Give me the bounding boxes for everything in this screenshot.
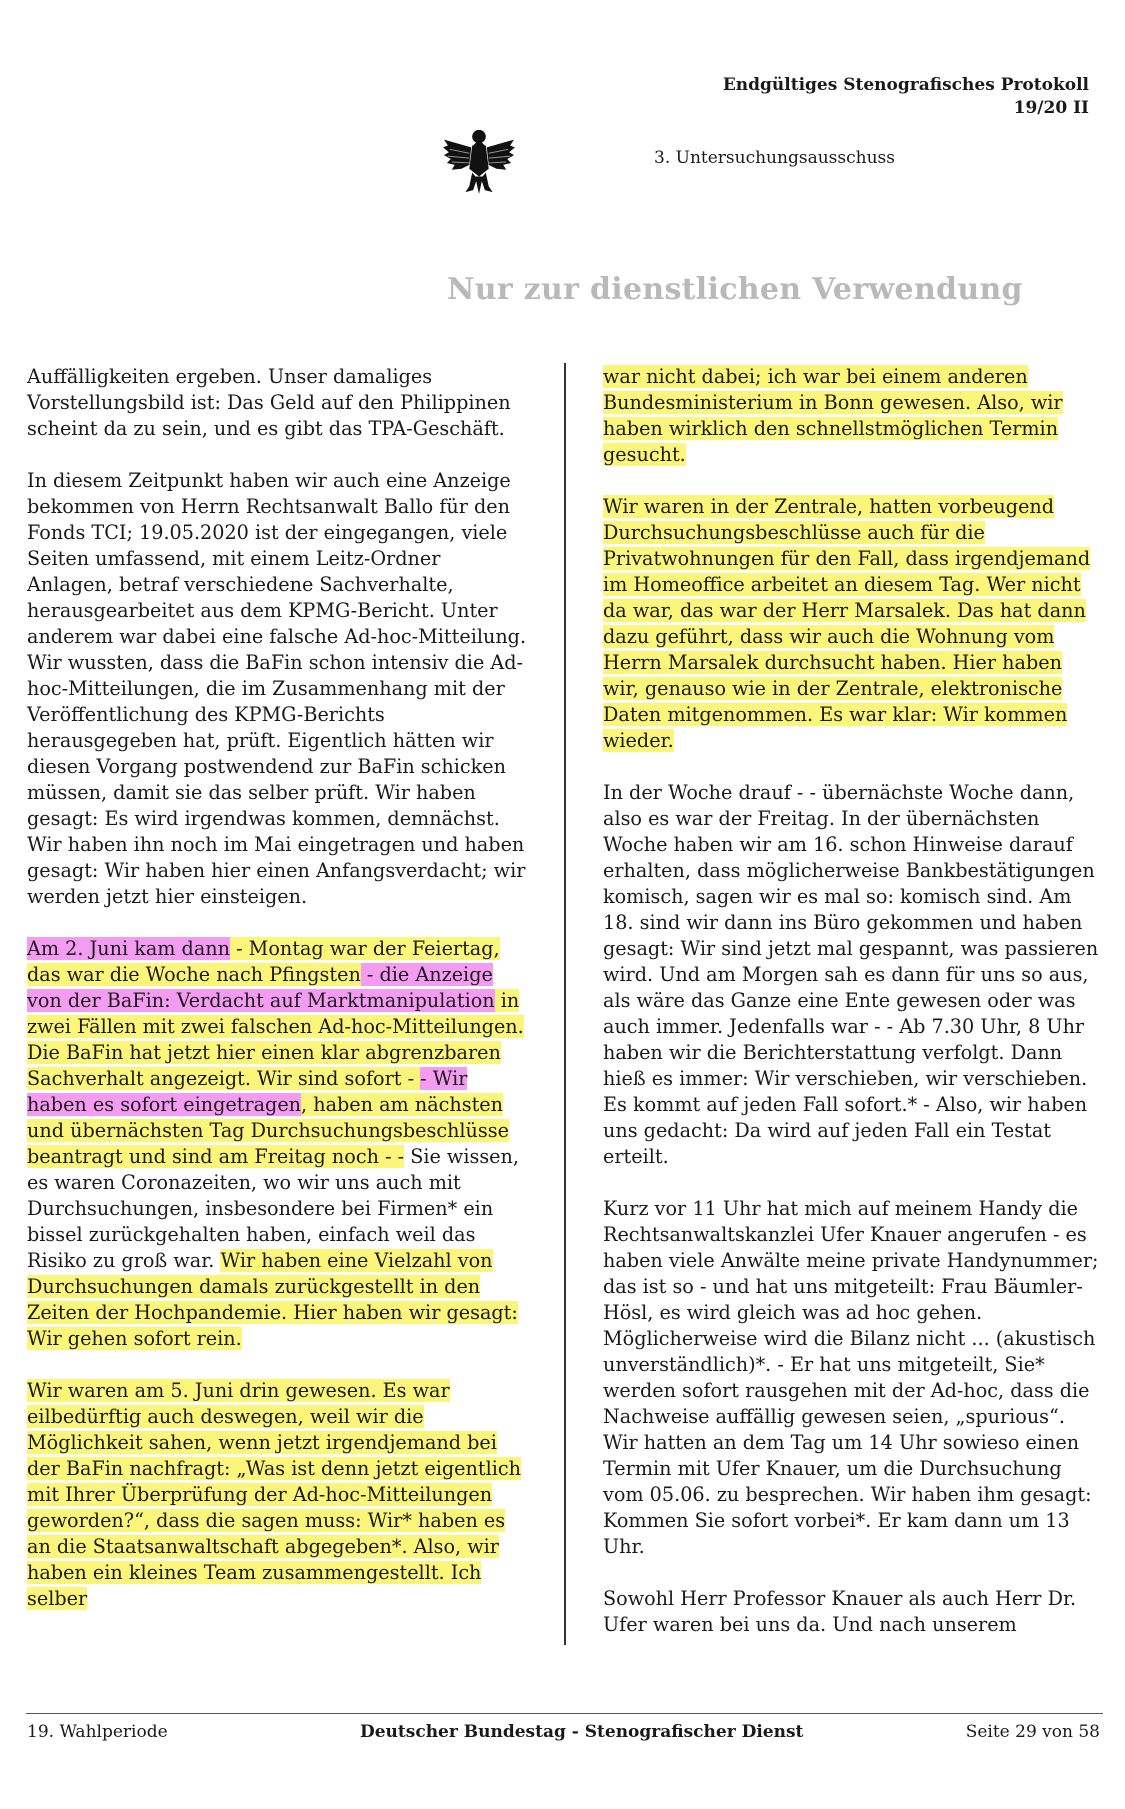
column-divider	[564, 363, 566, 1645]
highlight-yellow: , haben am nächsten und übernächsten Tag Durchsuchungsbeschlüsse beantragt und sind am Freitag noch - -	[27, 1093, 509, 1168]
right-column	[603, 364, 1103, 1664]
highlight-yellow: Wir waren am 5. Juni drin gewesen. Es war eilbedürftig auch deswegen, weil wir die Möglichkeit sahen, wenn jetzt irgendjemand bei der BaFin nachfragt: „Was ist denn jetzt eigentlich mit Ihrer Überprüfung der Ad-hoc-Mitteilungen geworden?“, dass die sagen muss: Wir* haben es an die Staatsanwaltschaft abgegeben*. Also, wir haben ein kleines Team zusammengestellt. Ich selber	[27, 1379, 521, 1610]
bundestag-eagle-icon	[440, 126, 518, 196]
confidential-notice: Nur zur dienstlichen Verwendung	[447, 272, 1023, 307]
highlight-pink: - die Anzeige von der BaFin: Verdacht auf Marktmanipulation	[27, 963, 495, 1012]
highlight-yellow: - Montag war der Feiertag, das war die Woche nach Pfingsten	[27, 937, 500, 986]
paragraph	[603, 364, 1103, 468]
footer-service: Deutscher Bundestag - Stenografischer Dienst	[360, 1722, 804, 1742]
highlight-pink: Am 2. Juni kam dann	[27, 937, 230, 960]
protocol-title: Endgültiges Stenografisches Protokoll	[722, 75, 1089, 95]
left-column	[27, 364, 527, 1638]
committee-name: 3. Untersuchungsausschuss	[654, 148, 895, 168]
paragraph: Sowohl Herr Professor Knauer als auch Herr Dr. Ufer waren bei uns da. Und nach unserem	[603, 1587, 1077, 1636]
paragraph	[27, 936, 527, 1352]
paragraph: Auffälligkeiten ergeben. Unser damaliges Vorstellungsbild ist: Das Geld auf den Philippinen scheint da zu sein, und es gibt das TPA-Geschäft.	[27, 365, 511, 440]
protocol-number: 19/20 II	[1013, 98, 1089, 118]
highlight-yellow: war nicht dabei; ich war bei einem anderen Bundesministerium in Bonn gewesen. Also, wir haben wirklich den schnellstmöglichen Termin gesucht.	[603, 365, 1063, 466]
protocol-header	[723, 74, 1089, 120]
highlight-yellow: in zwei Fällen mit zwei falschen Ad-hoc-Mitteilungen. Die BaFin hat jetzt hier einen klar abgrenzbaren Sachverhalt angezeigt. Wir sind sofort -	[27, 989, 524, 1090]
paragraph	[603, 494, 1103, 754]
paragraph: Kurz vor 11 Uhr hat mich auf meinem Handy die Rechtsanwaltskanzlei Ufer Knauer angerufen - es haben viele Anwälte meine private Handynummer; das ist so - und hat uns mitgeteilt: Frau Bäumler-Hösl, es wird gleich was ad hoc gehen. Möglicherweise wird die Bilanz nicht ... (akustisch unverständlich)*. - Er hat uns mitgeteilt, Sie* werden sofort rausgehen mit der Ad-hoc, dass die Nachweise auffällig gewesen seien, „spurious“. Wir hatten an dem Tag um 14 Uhr sowieso einen Termin mit Ufer Knauer, um die Durchsuchung vom 05.06. zu besprechen. Wir haben ihm gesagt: Kommen Sie sofort vorbei*. Er kam dann um 13 Uhr.	[603, 1197, 1099, 1558]
highlight-yellow: Wir waren in der Zentrale, hatten vorbeugend Durchsuchungsbeschlüsse auch für die Privatwohnungen für den Fall, dass irgendjemand im Homeoffice arbeitet an diesem Tag. Wer nicht da war, das war der Herr Marsalek. Das hat dann dazu geführt, dass wir auch die Wohnung vom Herrn Marsalek durchsucht haben. Hier haben wir, genauso wie in der Zentrale, elektronische Daten mitgenommen. Es war klar: Wir kommen wieder.	[603, 495, 1091, 752]
footer-period: 19. Wahlperiode	[27, 1722, 168, 1742]
highlight-pink: - Wir haben es sofort eingetragen	[27, 1067, 468, 1116]
highlight-yellow: Wir haben eine Vielzahl von Durchsuchungen damals zurückgestellt in den Zeiten der Hochpandemie. Hier haben wir gesagt: Wir gehen sofort rein.	[27, 1249, 518, 1350]
paragraph: In diesem Zeitpunkt haben wir auch eine Anzeige bekommen von Herrn Rechtsanwalt Ballo für den Fonds TCI; 19.05.2020 ist der eingegangen, viele Seiten umfassend, mit einem Leitz-Ordner Anlagen, betraf verschiedene Sachverhalte, herausgearbeitet aus dem KPMG-Bericht. Unter anderem war dabei eine falsche Ad-hoc-Mitteilung. Wir wussten, dass die BaFin schon intensiv die Ad-hoc-Mitteilungen, die im Zusammenhang mit der Veröffentlichung des KPMG-Berichts herausgegeben hat, prüft. Eigentlich hätten wir diesen Vorgang postwendend zur BaFin schicken müssen, damit sie das selber prüft. Wir haben gesagt: Es wird irgendwas kommen, demnächst. Wir haben ihn noch im Mai eingetragen und haben gesagt: Wir haben hier einen Anfangsverdacht; wir werden jetzt hier einsteigen.	[27, 469, 527, 908]
footer-divider	[26, 1713, 1103, 1714]
paragraph	[27, 1378, 527, 1612]
text-segment: Sie wissen, es waren Coronazeiten, wo wir uns auch mit Durchsuchungen, insbesondere bei Firmen* ein bissel zurückgehalten haben, einfach weil das Risiko zu groß war.	[27, 1145, 519, 1272]
paragraph: In der Woche drauf - - übernächste Woche dann, also es war der Freitag. In der übernächsten Woche haben wir am 16. schon Hinweise darauf erhalten, dass möglicherweise Bankbestätigungen komisch, sagen wir es mal so: komisch sind. Am 18. sind wir dann ins Büro gekommen und haben gesagt: Wir sind jetzt mal gespannt, was passieren wird. Und am Morgen sah es dann für uns so aus, als wäre das Ganze eine Ente gewesen oder was auch immer. Jedenfalls war - - Ab 7.30 Uhr, 8 Uhr haben wir die Berichterstattung verfolgt. Dann hieß es immer: Wir verschieben, wir verschieben. Es kommt auf jeden Fall sofort.* - Also, wir haben uns gedacht: Da wird auf jeden Fall ein Testat erteilt.	[603, 781, 1099, 1168]
page-number: Seite 29 von 58	[965, 1722, 1100, 1742]
